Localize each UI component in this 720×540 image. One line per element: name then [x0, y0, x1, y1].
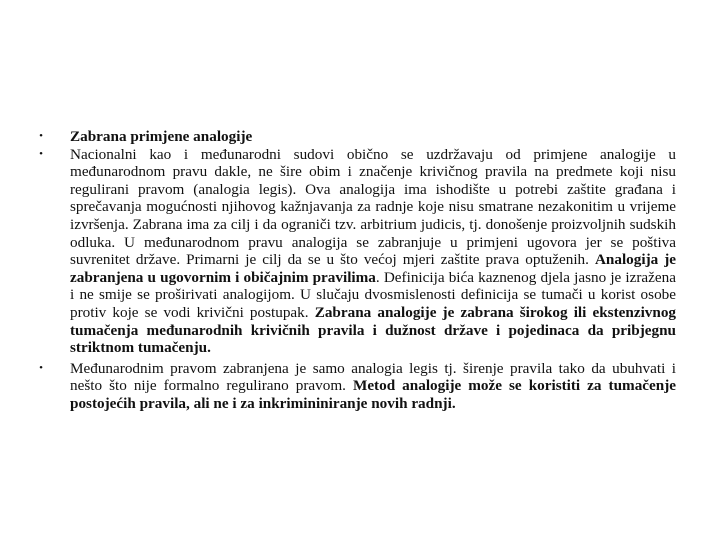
- paragraph-bold-text: Metod analogije može se koristiti za tumačenje postojećih pravila, ali ne i za inkrimininiranje novih radnji.: [70, 377, 677, 412]
- bullet-item-heading: [39, 128, 676, 146]
- bullet-list: [39, 128, 677, 413]
- bullet-dot-icon: •: [39, 130, 43, 142]
- paragraph-text: Nacionalni kao i međunarodni sudovi obično se uzdržavaju od primjene analogije u međunarodnom pravu dakle, ne šire obim i značenje krivičnog pravila na predmete koji nisu regulirani pravom (analogia legis). Ova analogija ima ishodište u potrebi zaštite građana i sprečavanja mogućnosti njihovog kažnjavanja za radnje koje nisu smatrane nezakonitim u vrijeme izvršenja. Zabrana ima za cilj i da ograniči tzv. arbitrium judicis, tj. donošenje proizvoljnih sudskih odluka. U međunarodnom pravu analogija se zabranjuje u primjeni ugovora jer se poštiva suvrenitet države. Primarni je cilj da se u što većoj mjeri zaštite prava optuženih.: [70, 145, 676, 269]
- paragraph-bold-text: Zabrana analogije je zabrana širokog ili ekstenzivnog tumačenja međunarodnih krivičnih pravila i dužnost države i pojedinaca da pribjegnu striktnom tumačenju.: [70, 303, 677, 357]
- slide-heading: Zabrana primjene analogije: [70, 128, 253, 145]
- paragraph-text: Međunarodnim pravom zabranjena je samo analogia legis tj. širenje pravila tako da ubuhvati i nešto što nije formalno regulirano pravom.: [70, 359, 676, 395]
- bullet-dot-icon: •: [39, 147, 43, 160]
- bullet-item-analogia-legis: [39, 359, 677, 413]
- bullet-item-analogy-prohibition: [39, 145, 677, 357]
- paragraph-bold-text: Analogija je zabranjena u ugovornim i običajnim pravilima: [70, 251, 677, 286]
- paragraph-text: . Definicija bića kaznenog djela jasno je izražena i ne smije se proširivati analogijom. U slučaju dvosmislenosti definicija se tumači u korist osobe protiv koje se vodi krivični postupak.: [70, 268, 676, 321]
- bullet-dot-icon: •: [39, 361, 43, 374]
